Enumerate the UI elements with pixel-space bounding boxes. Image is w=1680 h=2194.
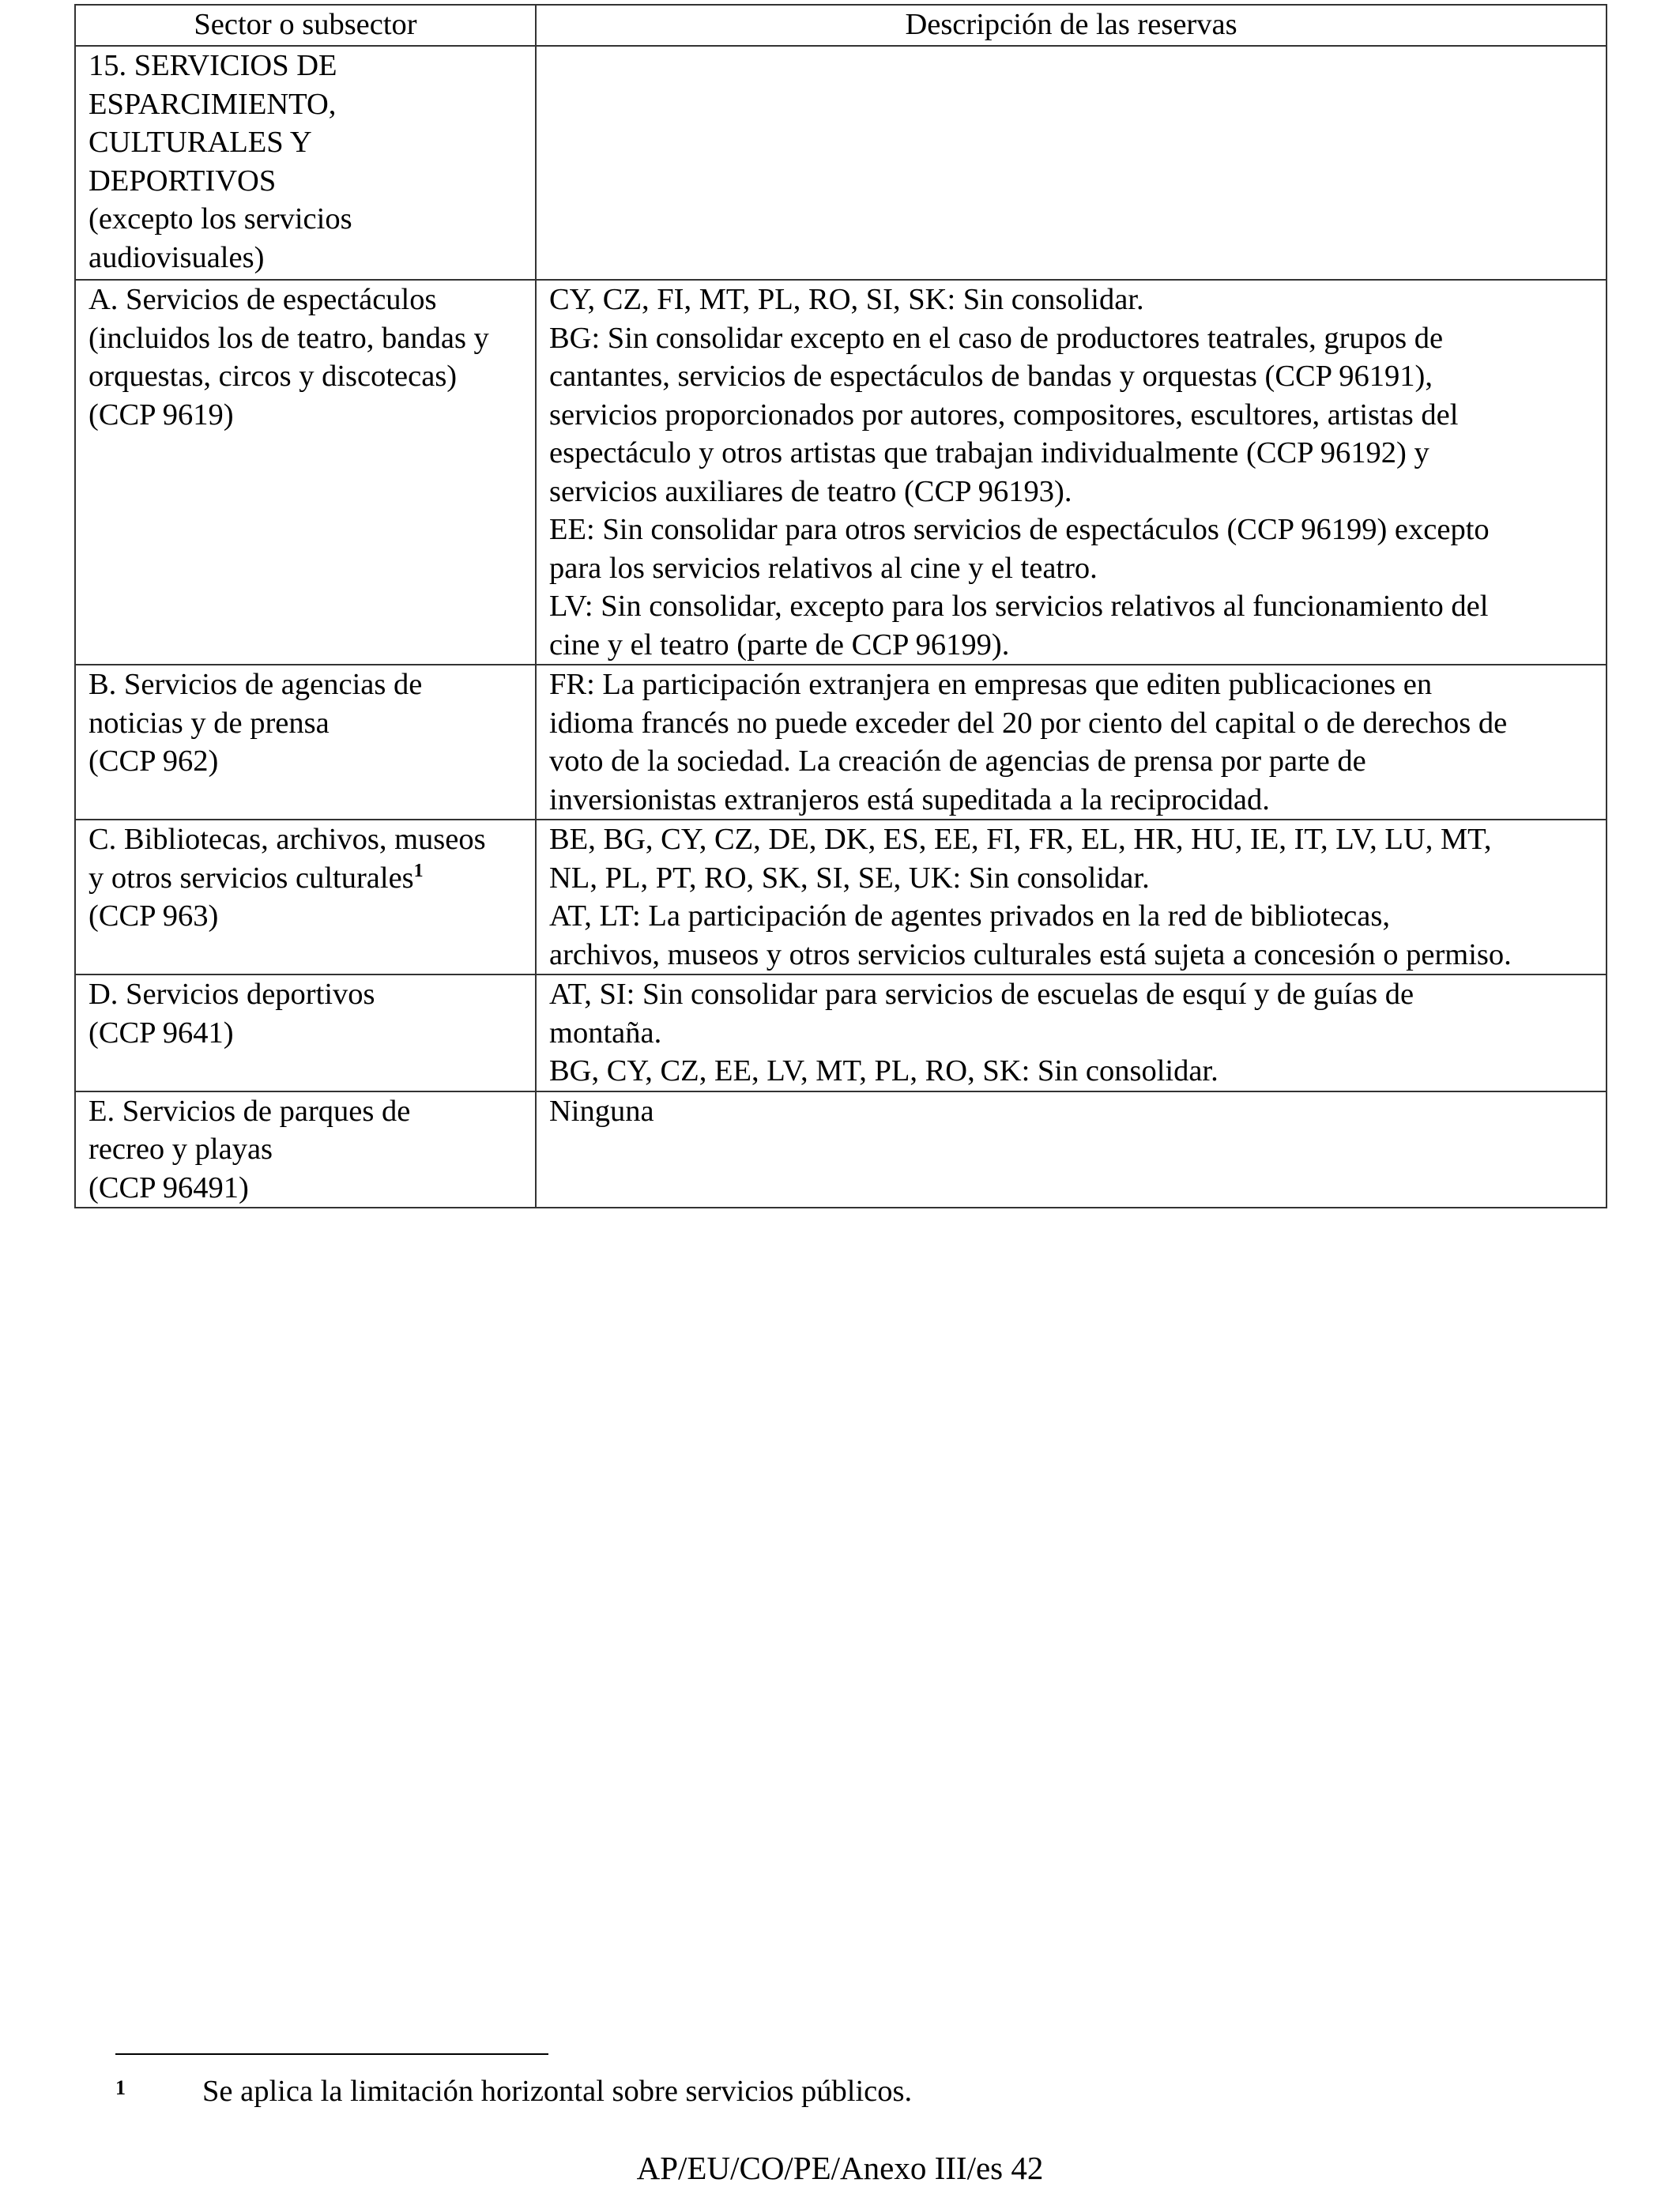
table-header-row: [75, 5, 1607, 46]
sector-line: A. Servicios de espectáculos: [89, 283, 437, 316]
description-line: archivos, museos y otros servicios culturales está sujeta a concesión o permiso.: [549, 937, 1512, 971]
sector-cell: [75, 820, 536, 974]
footnote-number: 1: [115, 2076, 126, 2099]
header-sector: Sector o subsector: [75, 5, 536, 46]
sector-line: noticias y de prensa: [89, 706, 330, 740]
description-line: LV: Sin consolidar, excepto para los servicios relativos al funcionamiento del: [549, 590, 1489, 623]
sector-line-text: y otros servicios culturales: [89, 861, 414, 895]
section-title-cell: [75, 46, 536, 280]
sector-line: (CCP 9619): [89, 398, 234, 432]
section-title-line: (excepto los servicios: [89, 202, 352, 236]
sector-line: (CCP 9641): [89, 1016, 234, 1050]
table-row: [75, 280, 1607, 665]
section-empty-cell: [536, 46, 1607, 280]
description-cell: [536, 665, 1607, 820]
section-title-line: DEPORTIVOS: [89, 164, 277, 198]
sector-line: (incluidos los de teatro, bandas y: [89, 321, 489, 355]
description-line: montaña.: [549, 1016, 662, 1050]
sector-line: C. Bibliotecas, archivos, museos: [89, 823, 486, 856]
sector-cell: [75, 974, 536, 1091]
description-line: BG, CY, CZ, EE, LV, MT, PL, RO, SK: Sin consolidar.: [549, 1054, 1219, 1088]
sector-line: E. Servicios de parques de: [89, 1094, 411, 1128]
footnote-separator: [115, 2053, 548, 2055]
description-line: cantantes, servicios de espectáculos de bandas y orquestas (CCP 96191),: [549, 360, 1433, 393]
description-line: voto de la sociedad. La creación de agencias de prensa por parte de: [549, 745, 1366, 778]
section-title-line: 15. SERVICIOS DE: [89, 49, 337, 82]
description-cell: [536, 974, 1607, 1091]
description-cell: [536, 280, 1607, 665]
table-row: [75, 1091, 1607, 1208]
description-line: servicios proporcionados por autores, compositores, escultores, artistas del: [549, 398, 1459, 432]
footnote-reference[interactable]: 1: [413, 860, 424, 881]
description-line: idioma francés no puede exceder del 20 por ciento del capital o de derechos de: [549, 706, 1508, 740]
section-title-line: CULTURALES Y: [89, 126, 312, 159]
sector-line: (CCP 963): [89, 899, 219, 933]
description-cell: [536, 1091, 1607, 1208]
description-line: Ninguna: [549, 1094, 654, 1128]
footnote-text: Se aplica la limitación horizontal sobre servicios públicos.: [202, 2075, 913, 2108]
sector-line: (CCP 962): [89, 745, 219, 778]
description-line: servicios auxiliares de teatro (CCP 96193).: [549, 474, 1072, 508]
sector-line: D. Servicios deportivos: [89, 978, 375, 1011]
section-title-line: audiovisuales): [89, 240, 265, 274]
section-title-line: ESPARCIMIENTO,: [89, 87, 337, 121]
sector-line: recreo y playas: [89, 1133, 273, 1166]
section-row: [75, 46, 1607, 280]
table-row: [75, 820, 1607, 974]
header-description: Descripción de las reservas: [536, 5, 1607, 46]
description-line: cine y el teatro (parte de CCP 96199).: [549, 628, 1010, 662]
description-line: AT, LT: La participación de agentes privados en la red de bibliotecas,: [549, 899, 1390, 933]
table-row: [75, 665, 1607, 820]
description-line: BE, BG, CY, CZ, DE, DK, ES, EE, FI, FR, EL, HR, HU, IE, IT, LV, LU, MT,: [549, 823, 1492, 856]
sector-line: (CCP 96491): [89, 1171, 249, 1204]
description-line: BG: Sin consolidar excepto en el caso de productores teatrales, grupos de: [549, 321, 1444, 355]
description-line: NL, PL, PT, RO, SK, SI, SE, UK: Sin consolidar.: [549, 861, 1150, 895]
sector-cell: [75, 280, 536, 665]
sector-line: B. Servicios de agencias de: [89, 668, 423, 701]
description-line: CY, CZ, FI, MT, PL, RO, SI, SK: Sin consolidar.: [549, 283, 1144, 316]
description-line: EE: Sin consolidar para otros servicios de espectáculos (CCP 96199) excepto: [549, 513, 1490, 546]
description-line: AT, SI: Sin consolidar para servicios de escuelas de esquí y de guías de: [549, 978, 1414, 1011]
sector-cell: [75, 1091, 536, 1208]
description-line: para los servicios relativos al cine y el teatro.: [549, 551, 1098, 585]
page-reference: AP/EU/CO/PE/Anexo III/es 42: [636, 2150, 1044, 2186]
sector-cell: [75, 665, 536, 820]
table-row: [75, 974, 1607, 1091]
description-line: espectáculo y otros artistas que trabajan individualmente (CCP 96192) y: [549, 436, 1430, 469]
description-line: FR: La participación extranjera en empresas que editen publicaciones en: [549, 668, 1433, 701]
sector-line: [89, 859, 525, 898]
reservations-table: [74, 4, 1607, 1208]
description-cell: [536, 820, 1607, 974]
description-line: inversionistas extranjeros está supeditada a la reciprocidad.: [549, 782, 1270, 816]
sector-line: orquestas, circos y discotecas): [89, 360, 458, 393]
